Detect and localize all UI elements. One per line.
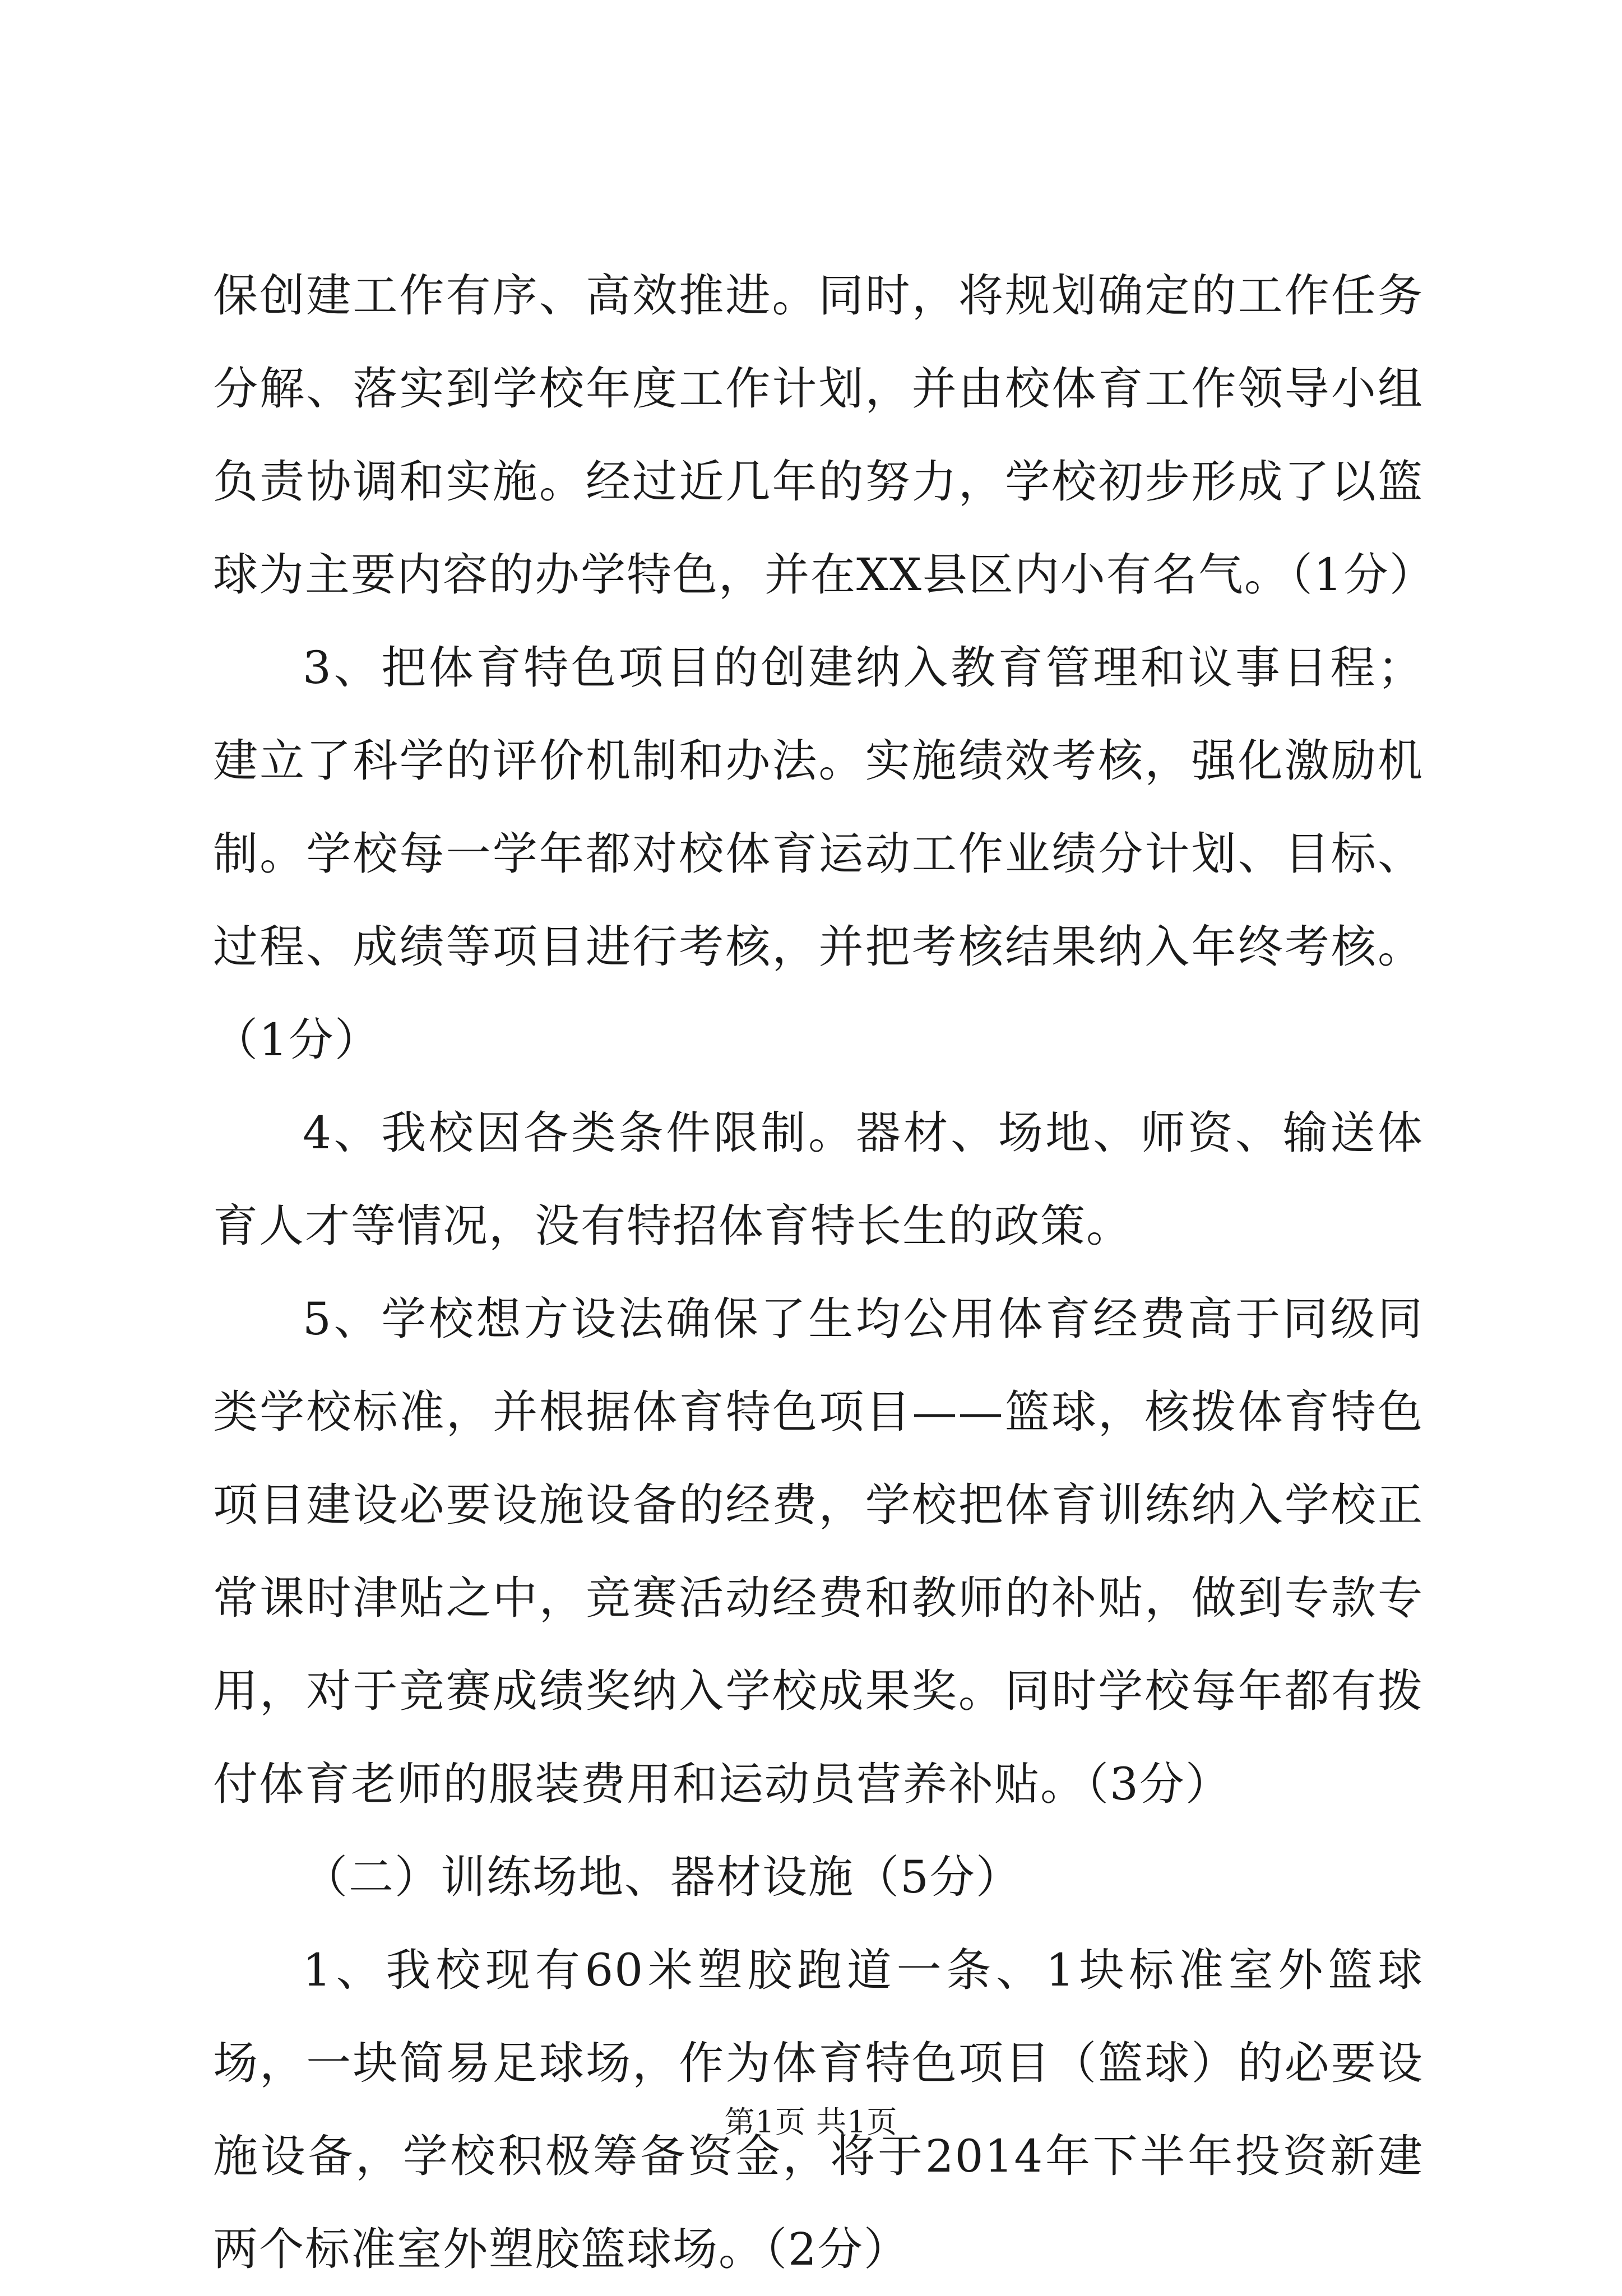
paragraph-item-5: 5、学校想方设法确保了生均公用体育经费高于同级同类学校标准，并根据体育特色项目——篮球，核拨体育特色项目建设必要设施设备的经费，学校把体育训练纳入学校正常课时津贴之中，竞赛活动经费和教师的补贴，做到专款专用，对于竞赛成绩奖纳入学校成果奖。同时学校每年都有拨付体育老师的服装费用和运动员营养补贴。（3分） xyxy=(213,1293,1424,1810)
document-body xyxy=(213,249,1435,2296)
paragraph-facilities-item-1: 1、我校现有60米塑胶跑道一条、1块标准室外篮球场，一块简易足球场，作为体育特色项目（篮球）的必要设施设备，学校积极筹备资金，将于2014年下半年投资新建两个标准室外塑胶篮球场。（2分） xyxy=(213,1944,1424,2275)
section-heading-training-facilities: （二）训练场地、器材设施（5分） xyxy=(303,1851,1022,1903)
page-number-footer: 第1页 共1页 xyxy=(724,2104,898,2140)
paragraph-item-3: 3、把体育特色项目的创建纳入教育管理和议事日程；建立了科学的评价机制和办法。实施绩效考核，强化激励机制。学校每一学年都对校体育运动工作业绩分计划、目标、过程、成绩等项目进行考核，并把考核结果纳入年终考核。（1分） xyxy=(213,642,1424,1066)
paragraph-item-4: 4、我校因各类条件限制。器材、场地、师资、输送体育人才等情况，没有特招体育特长生的政策。 xyxy=(213,1107,1424,1252)
paragraph-continuation: 保创建工作有序、高效推进。同时，将规划确定的工作任务分解、落实到学校年度工作计划，并由校体育工作领导小组负责协调和实施。经过近几年的努力，学校初步形成了以篮球为主要内容的办学特色，并在XX县区内小有名气。（1分） xyxy=(213,270,1435,601)
